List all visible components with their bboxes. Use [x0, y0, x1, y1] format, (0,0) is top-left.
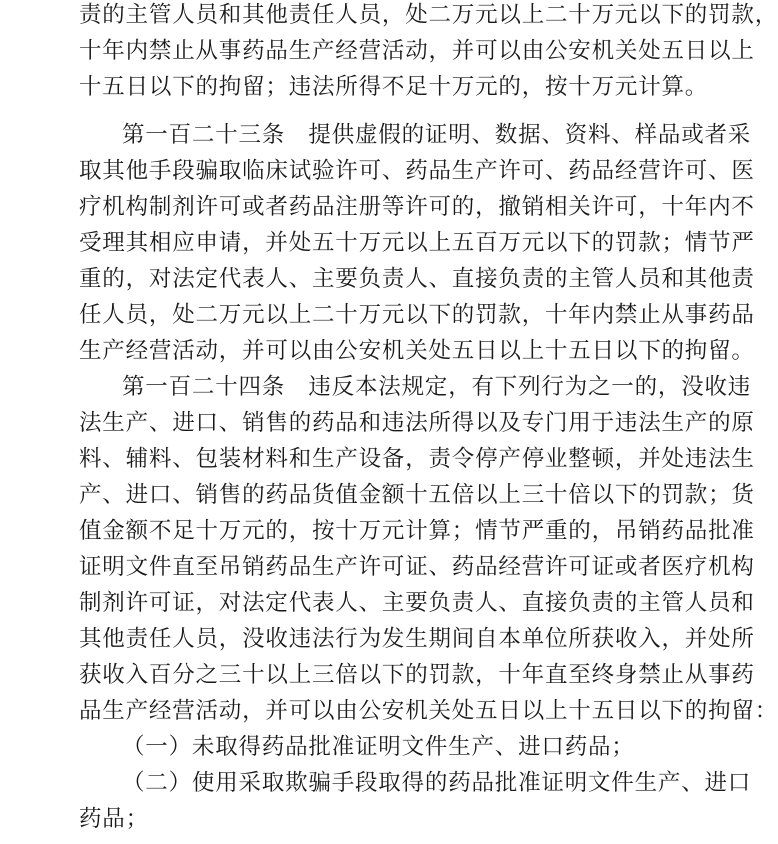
text-line: 证明文件直至吊销药品生产许可证、药品经营许可证或者医疗机构: [79, 554, 755, 580]
text-line: 疗机构制剂许可或者药品注册等许可的，撤销相关许可，十年内不: [79, 194, 755, 220]
text-line: 十五日以下的拘留；违法所得不足十万元的，按十万元计算。: [79, 74, 709, 100]
text-line: 产、进口、销售的药品货值金额十五倍以上三十倍以下的罚款；货: [79, 482, 755, 508]
text-line: 料、辅料、包装材料和生产设备，责令停产停业整顿，并处违法生: [79, 446, 755, 472]
text-line: 任人员，处二万元以上二十万元以下的罚款，十年内禁止从事药品: [79, 302, 755, 328]
list-item-2: （二）使用采取欺骗手段取得的药品批准证明文件生产、进口: [122, 770, 752, 796]
text-line: 法生产、进口、销售的药品和违法所得以及专门用于违法生产的原: [79, 410, 755, 436]
text-line: 受理其相应申请，并处五十万元以上五百万元以下的罚款；情节严: [79, 230, 755, 256]
text-line: 药品；: [79, 806, 149, 832]
list-item-1: （一）未取得药品批准证明文件生产、进口药品；: [122, 734, 635, 760]
text-line: 获收入百分之三十以上三倍以下的罚款，十年直至终身禁止从事药: [79, 662, 755, 688]
text-line: 其他责任人员，没收违法行为发生期间自本单位所获收入，并处所: [79, 626, 755, 652]
text-line: 制剂许可证，对法定代表人、主要负责人、直接负责的主管人员和: [79, 590, 755, 616]
text-line: 取其他手段骗取临床试验许可、药品生产许可、药品经营许可、医: [79, 158, 755, 184]
article-124-start: 第一百二十四条 违反本法规定，有下列行为之一的，没收违: [122, 374, 752, 400]
text-line: 责的主管人员和其他责任人员，处二万元以上二十万元以下的罚款，: [79, 2, 778, 28]
text-line: 生产经营活动，并可以由公安机关处五日以上十五日以下的拘留。: [79, 338, 755, 364]
text-line: 十年内禁止从事药品生产经营活动，并可以由公安机关处五日以上: [79, 38, 755, 64]
text-line: 品生产经营活动，并可以由公安机关处五日以上十五日以下的拘留：: [79, 698, 778, 724]
text-line: 值金额不足十万元的，按十万元计算；情节严重的，吊销药品批准: [79, 518, 755, 544]
article-123-start: 第一百二十三条 提供虚假的证明、数据、资料、样品或者采: [122, 122, 752, 148]
text-line: 重的，对法定代表人、主要负责人、直接负责的主管人员和其他责: [79, 266, 755, 292]
